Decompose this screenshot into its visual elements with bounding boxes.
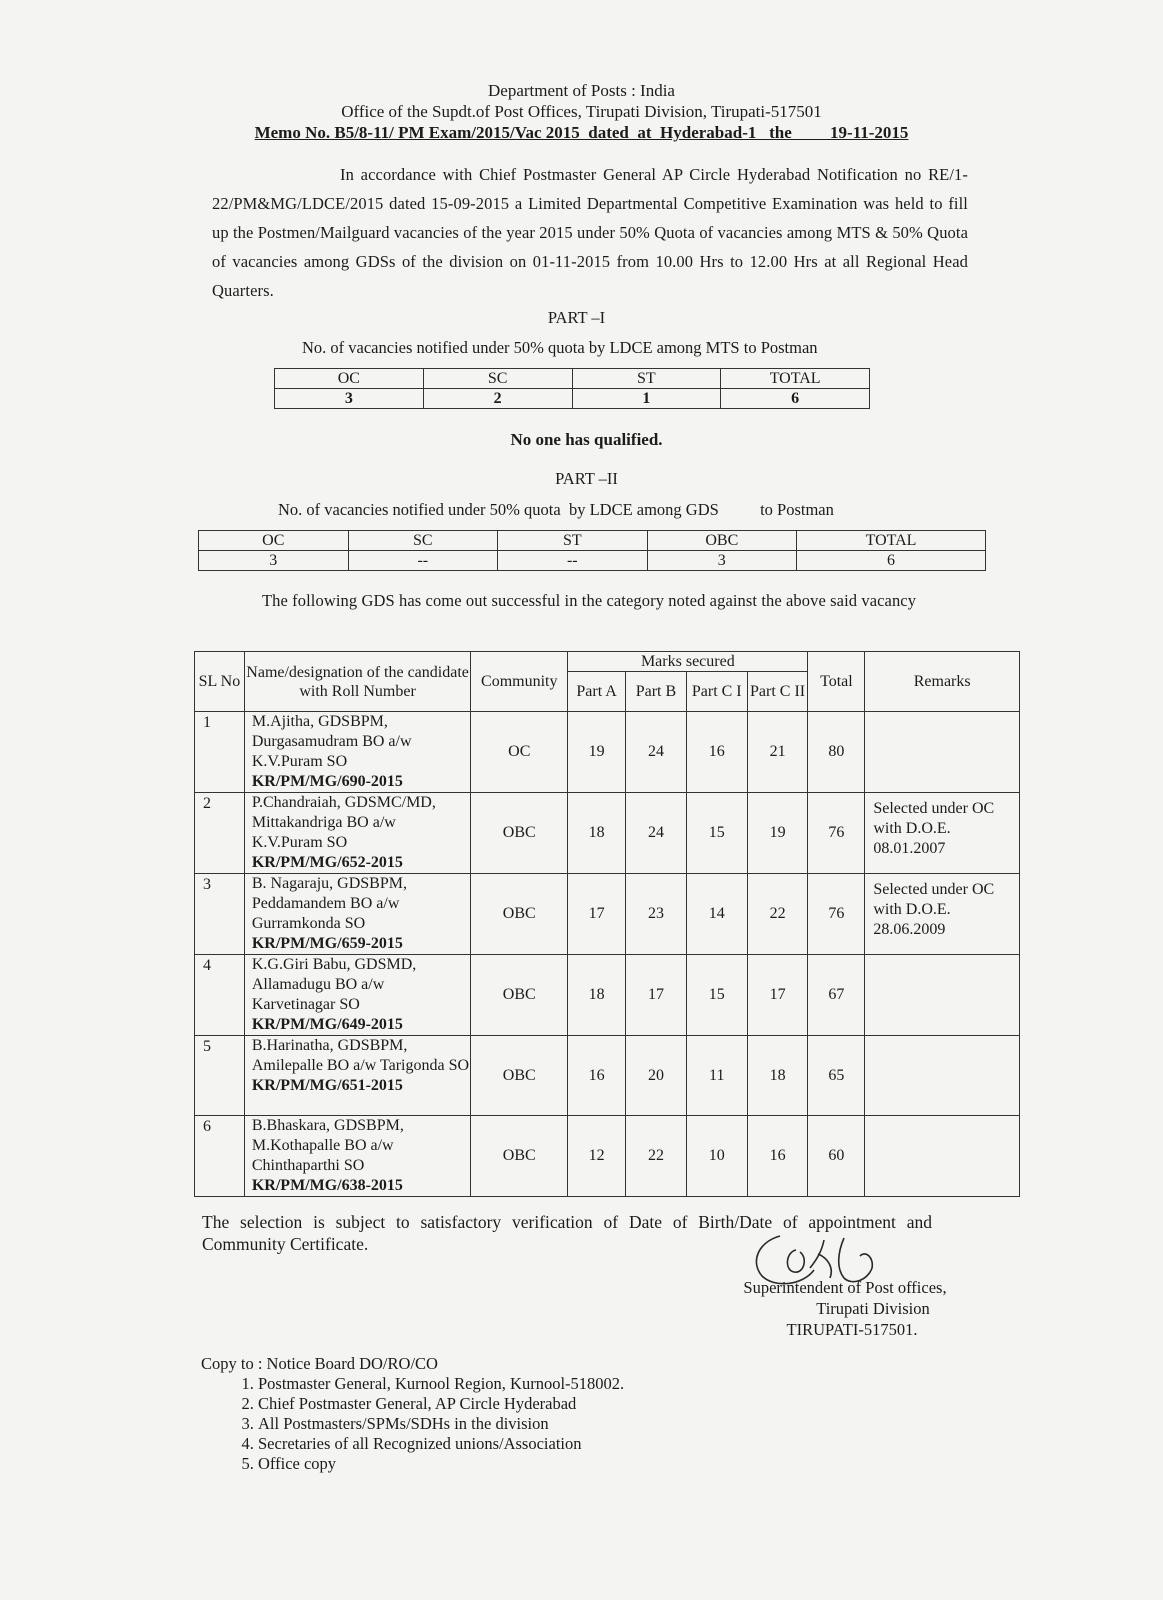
- part1-title: PART –I: [547, 308, 606, 327]
- row-name: B.Bhaskara, GDSBPM, M.Kothapalle BO a/w Chinthaparthi SO: [251, 1117, 404, 1174]
- row-roll-number: KR/PM/MG/638-2015: [251, 1177, 403, 1194]
- row-roll-number: KR/PM/MG/649-2015: [251, 1016, 403, 1033]
- office-title: Office of the Supdt.of Post Offices, Tirupati Division, Tirupati-517501: [341, 102, 822, 121]
- row-name-cell: [244, 712, 470, 793]
- memo-number-text: Memo No. B5/8-11/ PM Exam/2015/Vac 2015 dated at Hyderabad-1 the 19-11-2015: [254, 123, 909, 142]
- part1-header-row: [275, 369, 870, 389]
- row-roll-number: KR/PM/MG/659-2015: [251, 935, 403, 952]
- signature-block: [700, 1277, 960, 1340]
- signature-address: TIRUPATI-517501.: [786, 1320, 918, 1339]
- header-part-c1: Part C I: [686, 672, 747, 712]
- intro-paragraph: In accordance with Chief Postmaster General AP Circle Hyderabad Notification no RE/1-22/PM&MG/LDCE/2015 dated 15-09-2015 a Limited Departmental Competitive Examination was held to fill up the Postmen/Mailguard vacancies of the year 2015 under 50% Quota of vacancies among MTS & 50% Quota of vacancies among GDSs of the division on 01-11-2015 from 10.00 Hrs to 12.00 Hrs at all Regional Head Quarters.: [212, 165, 968, 300]
- part1-values-row: [275, 389, 870, 409]
- row-community: OBC: [471, 1036, 568, 1116]
- row-part-b: 24: [626, 793, 687, 874]
- header-total: TOTAL: [797, 531, 986, 551]
- value-oc: 3: [199, 551, 349, 571]
- row-part-c1: 15: [686, 955, 747, 1036]
- row-part-b: 22: [626, 1116, 687, 1197]
- header-part-c2: Part C II: [747, 672, 808, 712]
- header-marks-secured: Marks secured: [568, 652, 808, 672]
- row-name-cell: [244, 874, 470, 955]
- row-sl: 2: [195, 793, 245, 874]
- row-name-cell: [244, 1036, 470, 1116]
- value-st: --: [498, 551, 648, 571]
- row-part-b: 20: [626, 1036, 687, 1116]
- selection-footnote: The selection is subject to satisfactory verification of Date of Birth/Date of appointment and Community Certificate.: [202, 1212, 932, 1254]
- row-part-a: 19: [568, 712, 626, 793]
- list-item: 2. Chief Postmaster General, AP Circle Hyderabad: [258, 1394, 801, 1414]
- copy-to-title: Copy to : Notice Board DO/RO/CO: [201, 1354, 438, 1373]
- table-row: [195, 955, 1020, 1036]
- row-part-c1: 10: [686, 1116, 747, 1197]
- row-sl: 6: [195, 1116, 245, 1197]
- row-community: OBC: [471, 793, 568, 874]
- header-remarks: Remarks: [865, 652, 1020, 712]
- row-name: B.Harinatha, GDSBPM, Amilepalle BO a/w Tarigonda SO: [251, 1037, 470, 1074]
- success-text: The following GDS has come out successful in the category noted against the above said vacancy: [262, 591, 917, 610]
- row-part-c1: 15: [686, 793, 747, 874]
- memo-number: [0, 123, 1163, 143]
- header-total: TOTAL: [721, 369, 870, 389]
- row-name: M.Ajitha, GDSBPM, Durgasamudram BO a/w K.V.Puram SO: [251, 713, 412, 770]
- part2-caption: No. of vacancies notified under 50% quota by LDCE among GDS to Postman: [278, 500, 834, 519]
- row-sl: 3: [195, 874, 245, 955]
- part2-title: PART –II: [555, 469, 618, 488]
- part2-values-row: [199, 551, 986, 571]
- part1-result: No one has qualified.: [510, 430, 663, 449]
- value-sc: --: [348, 551, 498, 571]
- row-name-cell: [244, 1116, 470, 1197]
- row-total: 76: [808, 793, 865, 874]
- row-total: 67: [808, 955, 865, 1036]
- row-total: 76: [808, 874, 865, 955]
- row-community: OBC: [471, 874, 568, 955]
- header-obc: OBC: [647, 531, 797, 551]
- table-row: [195, 712, 1020, 793]
- part2-header-row: [199, 531, 986, 551]
- row-remarks: [865, 712, 1020, 793]
- row-remarks: [865, 1116, 1020, 1197]
- header-total: Total: [808, 652, 865, 712]
- row-part-a: 16: [568, 1036, 626, 1116]
- header-oc: OC: [275, 369, 424, 389]
- list-item: 3. All Postmasters/SPMs/SDHs in the division: [258, 1414, 801, 1434]
- row-part-c1: 11: [686, 1036, 747, 1116]
- row-remarks: Selected under OC with D.O.E. 28.06.2009: [865, 874, 1020, 955]
- row-part-c1: 16: [686, 712, 747, 793]
- row-part-a: 18: [568, 793, 626, 874]
- row-roll-number: KR/PM/MG/652-2015: [251, 854, 403, 871]
- part2-vacancy-table: [198, 530, 986, 571]
- row-part-a: 17: [568, 874, 626, 955]
- row-sl: 5: [195, 1036, 245, 1116]
- row-part-c2: 21: [747, 712, 808, 793]
- row-community: OBC: [471, 955, 568, 1036]
- row-name-cell: [244, 955, 470, 1036]
- row-remarks: [865, 955, 1020, 1036]
- header-sl: SL No: [195, 652, 245, 712]
- row-total: 80: [808, 712, 865, 793]
- header-oc: OC: [199, 531, 349, 551]
- row-name: K.G.Giri Babu, GDSMD, Allamadugu BO a/w Karvetinagar SO: [251, 956, 417, 1013]
- row-roll-number: KR/PM/MG/651-2015: [251, 1077, 403, 1094]
- header-name: Name/designation of the candidate with Roll Number: [244, 652, 470, 712]
- row-part-a: 12: [568, 1116, 626, 1197]
- row-total: 60: [808, 1116, 865, 1197]
- row-sl: 4: [195, 955, 245, 1036]
- row-name: B. Nagaraju, GDSBPM, Peddamandem BO a/w Gurramkonda SO: [251, 875, 407, 932]
- table-row: [195, 1116, 1020, 1197]
- row-remarks: [865, 1036, 1020, 1116]
- row-community: OC: [471, 712, 568, 793]
- row-name: P.Chandraiah, GDSMC/MD, Mittakandriga BO a/w K.V.Puram SO: [251, 794, 436, 851]
- value-oc: 3: [275, 389, 424, 409]
- row-total: 65: [808, 1036, 865, 1116]
- header-part-a: Part A: [568, 672, 626, 712]
- row-part-c2: 18: [747, 1036, 808, 1116]
- row-part-c1: 14: [686, 874, 747, 955]
- copy-to-section: [201, 1354, 801, 1474]
- row-part-c2: 17: [747, 955, 808, 1036]
- candidates-header-row-1: [195, 652, 1020, 672]
- copy-to-list: [201, 1374, 801, 1474]
- value-sc: 2: [423, 389, 572, 409]
- row-roll-number: KR/PM/MG/690-2015: [251, 773, 403, 790]
- department-title: Department of Posts : India: [488, 81, 675, 100]
- row-part-c2: 22: [747, 874, 808, 955]
- header-sc: SC: [423, 369, 572, 389]
- row-sl: 1: [195, 712, 245, 793]
- value-st: 1: [572, 389, 721, 409]
- header-sc: SC: [348, 531, 498, 551]
- row-part-b: 17: [626, 955, 687, 1036]
- candidates-table: [194, 651, 1020, 1197]
- part1-vacancy-table: [274, 368, 870, 409]
- table-row: [195, 1036, 1020, 1116]
- value-total: 6: [721, 389, 870, 409]
- signature-designation: Superintendent of Post offices,: [743, 1278, 947, 1297]
- table-row: [195, 793, 1020, 874]
- list-item: 4. Secretaries of all Recognized unions/Association: [258, 1434, 801, 1454]
- part1-caption: No. of vacancies notified under 50% quota by LDCE among MTS to Postman: [302, 338, 818, 357]
- value-obc: 3: [647, 551, 797, 571]
- header-st: ST: [498, 531, 648, 551]
- row-part-c2: 19: [747, 793, 808, 874]
- list-item: 1. Postmaster General, Kurnool Region, Kurnool-518002.: [258, 1374, 801, 1394]
- header-st: ST: [572, 369, 721, 389]
- table-row: [195, 874, 1020, 955]
- row-community: OBC: [471, 1116, 568, 1197]
- row-part-c2: 16: [747, 1116, 808, 1197]
- row-remarks: Selected under OC with D.O.E. 08.01.2007: [865, 793, 1020, 874]
- signature-division: Tirupati Division: [816, 1299, 930, 1318]
- row-name-cell: [244, 793, 470, 874]
- value-total: 6: [797, 551, 986, 571]
- list-item: 5. Office copy: [258, 1454, 801, 1474]
- header-part-b: Part B: [626, 672, 687, 712]
- row-part-b: 24: [626, 712, 687, 793]
- row-part-b: 23: [626, 874, 687, 955]
- header-community: Community: [471, 652, 568, 712]
- row-part-a: 18: [568, 955, 626, 1036]
